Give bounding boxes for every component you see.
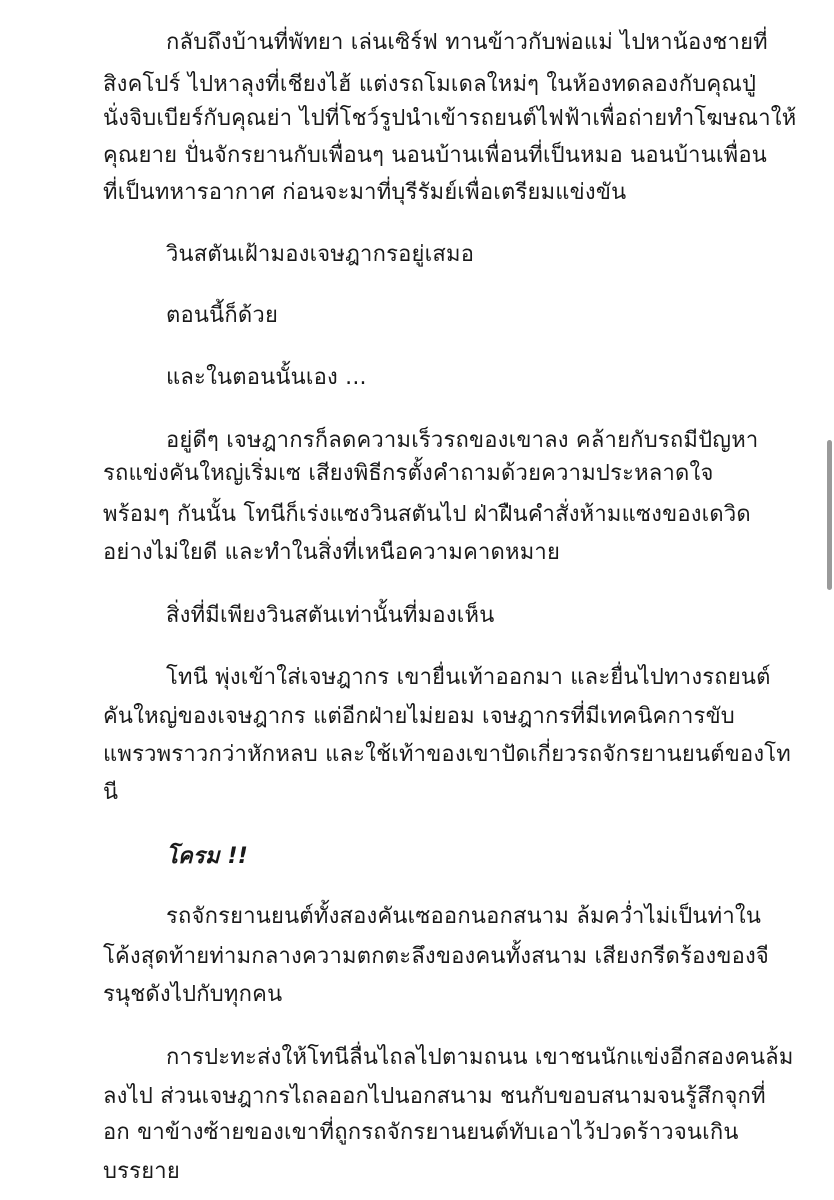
paragraph-7-line-1: โทนี พุ่งเข้าใส่เจษฎากร เขายื่นเท้าออกมา และยื่นไปทางรถยนต์	[166, 665, 771, 690]
paragraph-1-line-5: ที่เป็นทหารอากาศ ก่อนจะมาที่บุรีรัมย์เพื่อเตรียมแข่งขัน	[103, 180, 627, 205]
paragraph-5-line-4: อย่างไม่ใยดี และทำในสิ่งที่เหนือความคาดหมาย	[103, 540, 561, 565]
paragraph-9-line-1: รถจักรยานยนต์ทั้งสองคันเซออกนอกสนาม ล้มคว่ำไม่เป็นท่าใน	[166, 904, 762, 929]
paragraph-1-line-4: คุณยาย ปั่นจักรยานกับเพื่อนๆ นอนบ้านเพื่อนที่เป็นหมอ นอนบ้านเพื่อน	[103, 143, 768, 168]
paragraph-6-line-1: สิ่งที่มีเพียงวินสตันเท่านั้นที่มองเห็น	[166, 603, 495, 628]
paragraph-10-line-4: บรรยาย	[103, 1159, 180, 1184]
paragraph-9-line-3: รนุชดังไปกับทุกคน	[103, 982, 283, 1007]
sound-effect-heading: โครม !!	[166, 844, 248, 869]
paragraph-10-line-1: การปะทะส่งให้โทนีลื่นไถลไปตามถนน เขาชนนักแข่งอีกสองคนล้ม	[166, 1045, 794, 1070]
paragraph-5-line-1: อยู่ดีๆ เจษฎากรก็ลดความเร็วรถของเขาลง คล้ายกับรถมีปัญหา	[166, 428, 759, 453]
paragraph-3-line-1: ตอนนี้ก็ด้วย	[166, 303, 279, 328]
scrollbar-thumb[interactable]	[827, 440, 832, 590]
scrollbar-track[interactable]	[826, 0, 832, 1200]
paragraph-5-line-2: รถแข่งคันใหญ่เริ่มเซ เสียงพิธีกรตั้งคำถามด้วยความประหลาดใจ	[103, 461, 714, 486]
paragraph-7-line-2: คันใหญ่ของเจษฎากร แต่อีกฝ่ายไม่ยอม เจษฎากรที่มีเทคนิคการขับ	[103, 704, 735, 729]
paragraph-7-line-4: นี	[103, 780, 119, 805]
paragraph-9-line-2: โค้งสุดท้ายท่ามกลางความตกตะลึงของคนทั้งสนาม เสียงกรีดร้องของจี	[103, 944, 770, 969]
paragraph-1-line-1: กลับถึงบ้านที่พัทยา เล่นเซิร์ฟ ทานข้าวกับพ่อแม่ ไปหาน้องชายที่	[166, 30, 768, 55]
paragraph-1-line-3: นั่งจิบเบียร์กับคุณย่า ไปที่โชว์รูปนำเข้ารถยนต์ไฟฟ้าเพื่อถ่ายทำโฆษณาให้	[103, 106, 797, 131]
paragraph-10-line-3: อก ขาข้างซ้ายของเขาที่ถูกรถจักรยานยนต์ทับเอาไว้ปวดร้าวจนเกิน	[103, 1120, 739, 1145]
paragraph-2-line-1: วินสตันเฝ้ามองเจษฎากรอยู่เสมอ	[166, 242, 475, 267]
paragraph-1-line-2: สิงคโปร์ ไปหาลุงที่เชียงไฮ้ แต่งรถโมเดลใหม่ๆ ในห้องทดลองกับคุณปู่	[103, 72, 757, 97]
paragraph-5-line-3: พร้อมๆ กันนั้น โทนีก็เร่งแซงวินสตันไป ฝ่าฝืนคำสั่งห้ามแซงของเดวิด	[103, 502, 751, 527]
paragraph-7-line-3: แพรวพราวกว่าหักหลบ และใช้เท้าของเขาปัดเกี่ยวรถจักรยานยนต์ของโท	[103, 742, 792, 767]
paragraph-4-line-1: และในตอนนั้นเอง ...	[166, 365, 367, 390]
paragraph-10-line-2: ลงไป ส่วนเจษฎากรไถลออกไปนอกสนาม ชนกับขอบสนามจนรู้สึกจุกที่	[103, 1084, 766, 1109]
